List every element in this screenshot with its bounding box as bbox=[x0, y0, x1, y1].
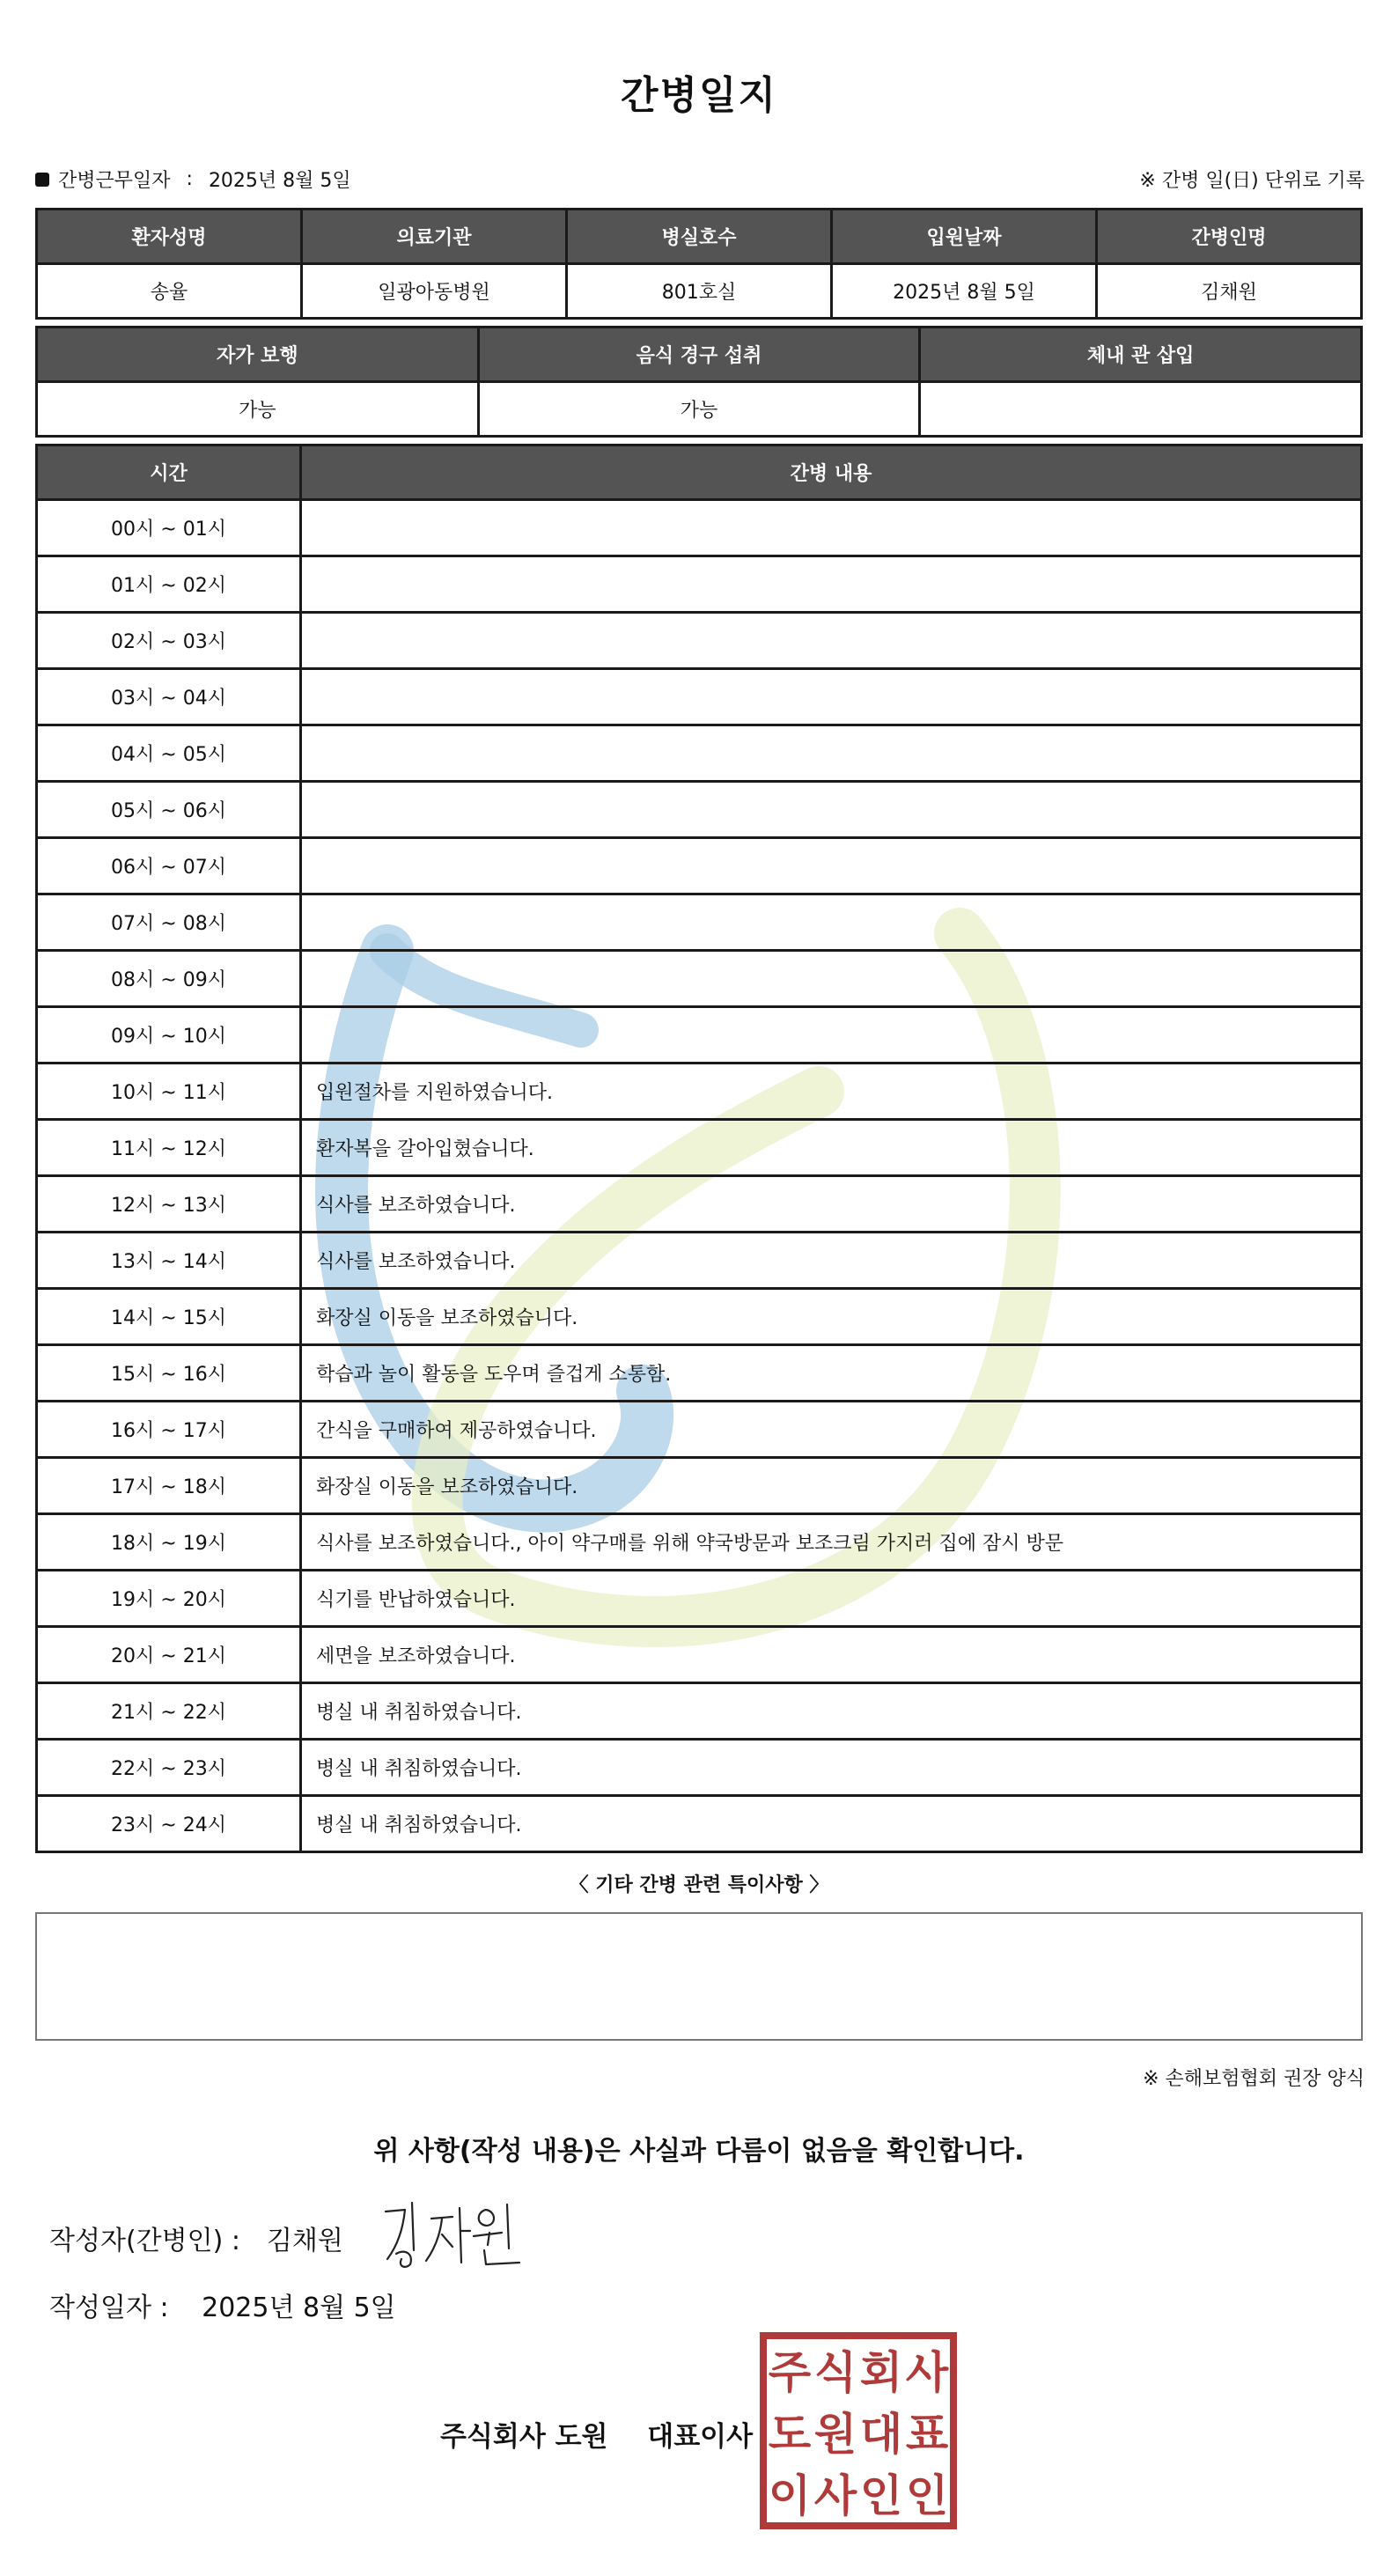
seal-character: 회 bbox=[859, 2347, 903, 2398]
writer-label: 작성자(간병인) : bbox=[49, 2226, 240, 2256]
table-row bbox=[37, 500, 1362, 556]
care-content bbox=[301, 894, 1362, 951]
header-care-content: 간병 내용 bbox=[301, 445, 1362, 500]
table-row bbox=[37, 1571, 1362, 1627]
table-row bbox=[37, 951, 1362, 1007]
patient-status-table bbox=[35, 326, 1363, 438]
table-row bbox=[37, 1120, 1362, 1176]
time-slot: 10시 ~ 11시 bbox=[37, 1064, 301, 1120]
care-content: 간식을 구매하여 제공하였습니다. bbox=[301, 1402, 1362, 1458]
care-content: 병실 내 취침하였습니다. bbox=[301, 1740, 1362, 1796]
time-slot: 05시 ~ 06시 bbox=[37, 782, 301, 838]
care-content bbox=[301, 500, 1362, 556]
seal-character: 표 bbox=[905, 2409, 949, 2460]
time-slot: 00시 ~ 01시 bbox=[37, 500, 301, 556]
table-row bbox=[37, 1514, 1362, 1571]
work-date-label: 간병근무일자 bbox=[58, 170, 171, 192]
room-number: 801호실 bbox=[567, 264, 832, 319]
care-content bbox=[301, 951, 1362, 1007]
care-content bbox=[301, 613, 1362, 669]
table-row bbox=[37, 894, 1362, 951]
table-row bbox=[37, 613, 1362, 669]
care-content: 병실 내 취침하였습니다. bbox=[301, 1796, 1362, 1852]
document-title: 간병일지 bbox=[620, 73, 777, 118]
care-content: 식사를 보조하였습니다. bbox=[301, 1176, 1362, 1233]
header-time: 시간 bbox=[37, 445, 301, 500]
seal-character: 대 bbox=[859, 2409, 903, 2460]
header-walking: 자가 보행 bbox=[37, 328, 479, 382]
care-content: 세면을 보조하였습니다. bbox=[301, 1627, 1362, 1683]
care-log-table bbox=[35, 444, 1363, 1853]
handwritten-signature bbox=[379, 2192, 537, 2271]
time-slot: 20시 ~ 21시 bbox=[37, 1627, 301, 1683]
care-content: 화장실 이동을 보조하였습니다. bbox=[301, 1289, 1362, 1345]
company-representative: 대표이사 bbox=[647, 2421, 754, 2453]
care-content: 식사를 보조하였습니다. bbox=[301, 1233, 1362, 1289]
seal-character: 원 bbox=[813, 2409, 857, 2460]
time-slot: 22시 ~ 23시 bbox=[37, 1740, 301, 1796]
table-row bbox=[37, 1289, 1362, 1345]
time-slot: 02시 ~ 03시 bbox=[37, 613, 301, 669]
table-row bbox=[37, 1740, 1362, 1796]
table-row bbox=[37, 1458, 1362, 1514]
work-date-value: 2025년 8월 5일 bbox=[208, 170, 351, 192]
seal-character: 식 bbox=[813, 2347, 857, 2398]
unit-note: ※ 간병 일(日) 단위로 기록 bbox=[1139, 170, 1365, 192]
company-seal-stamp bbox=[759, 2331, 958, 2530]
write-date-label: 작성일자 : bbox=[49, 2293, 169, 2323]
time-slot: 13시 ~ 14시 bbox=[37, 1233, 301, 1289]
remarks-box bbox=[35, 1912, 1363, 2041]
time-slot: 18시 ~ 19시 bbox=[37, 1514, 301, 1571]
care-content: 화장실 이동을 보조하였습니다. bbox=[301, 1458, 1362, 1514]
seal-character: 이 bbox=[768, 2470, 812, 2521]
table-row bbox=[37, 1233, 1362, 1289]
remarks-title: 〈 기타 간병 관련 특이사항 〉 bbox=[569, 1874, 829, 1896]
time-slot: 11시 ~ 12시 bbox=[37, 1120, 301, 1176]
time-slot: 03시 ~ 04시 bbox=[37, 669, 301, 725]
seal-character: 사 bbox=[813, 2470, 857, 2521]
table-row bbox=[37, 1345, 1362, 1402]
write-date-value: 2025년 8월 5일 bbox=[202, 2293, 396, 2323]
patient-name: 송율 bbox=[37, 264, 302, 319]
writer-name: 김채원 bbox=[266, 2226, 343, 2256]
seal-character: 인 bbox=[905, 2470, 949, 2521]
care-content bbox=[301, 782, 1362, 838]
time-slot: 07시 ~ 08시 bbox=[37, 894, 301, 951]
care-content bbox=[301, 556, 1362, 613]
time-slot: 06시 ~ 07시 bbox=[37, 838, 301, 894]
time-slot: 21시 ~ 22시 bbox=[37, 1683, 301, 1740]
time-slot: 04시 ~ 05시 bbox=[37, 725, 301, 782]
time-slot: 19시 ~ 20시 bbox=[37, 1571, 301, 1627]
table-row bbox=[37, 838, 1362, 894]
time-slot: 01시 ~ 02시 bbox=[37, 556, 301, 613]
work-date-row bbox=[35, 166, 351, 193]
table-row bbox=[37, 725, 1362, 782]
tube-insertion-status bbox=[920, 382, 1362, 437]
time-slot: 17시 ~ 18시 bbox=[37, 1458, 301, 1514]
hospital-name: 일광아동병원 bbox=[302, 264, 567, 319]
company-row bbox=[440, 2414, 753, 2454]
header-caregiver-name: 간병인명 bbox=[1097, 210, 1362, 264]
writer-row bbox=[49, 2219, 343, 2257]
table-row bbox=[37, 1627, 1362, 1683]
table-row bbox=[37, 1402, 1362, 1458]
seal-character: 사 bbox=[905, 2347, 949, 2398]
company-name: 주식회사 도원 bbox=[440, 2421, 608, 2453]
care-content: 식사를 보조하였습니다., 아이 약구매를 위해 약국방문과 보조크림 가지러 집에 잠시 방문 bbox=[301, 1514, 1362, 1571]
table-row bbox=[37, 1007, 1362, 1064]
admission-date: 2025년 8월 5일 bbox=[832, 264, 1097, 319]
patient-info-table bbox=[35, 208, 1363, 320]
table-row bbox=[37, 669, 1362, 725]
work-date-colon: : bbox=[186, 168, 193, 190]
header-admission-date: 입원날짜 bbox=[832, 210, 1097, 264]
caregiver-name: 김채원 bbox=[1097, 264, 1362, 319]
oral-intake-status: 가능 bbox=[478, 382, 920, 437]
care-content bbox=[301, 838, 1362, 894]
time-slot: 15시 ~ 16시 bbox=[37, 1345, 301, 1402]
table-row bbox=[37, 782, 1362, 838]
time-slot: 14시 ~ 15시 bbox=[37, 1289, 301, 1345]
care-content: 학습과 놀이 활동을 도우며 즐겁게 소통함. bbox=[301, 1345, 1362, 1402]
write-date-row bbox=[49, 2285, 396, 2324]
header-patient-name: 환자성명 bbox=[37, 210, 302, 264]
header-oral-intake: 음식 경구 섭취 bbox=[478, 328, 920, 382]
table-row bbox=[37, 1683, 1362, 1740]
confirmation-statement: 위 사항(작성 내용)은 사실과 다름이 없음을 확인합니다. bbox=[373, 2136, 1025, 2167]
header-tube-insertion: 체내 관 삽입 bbox=[920, 328, 1362, 382]
table-row bbox=[37, 556, 1362, 613]
seal-character: 도 bbox=[768, 2409, 812, 2460]
table-row bbox=[37, 1064, 1362, 1120]
association-note: ※ 손해보험협회 권장 양식 bbox=[1143, 2068, 1365, 2090]
table-row bbox=[37, 1176, 1362, 1233]
seal-character: 주 bbox=[768, 2347, 812, 2398]
care-content bbox=[301, 1007, 1362, 1064]
table-row bbox=[37, 1796, 1362, 1852]
care-content bbox=[301, 725, 1362, 782]
care-content bbox=[301, 669, 1362, 725]
time-slot: 09시 ~ 10시 bbox=[37, 1007, 301, 1064]
care-content: 환자복을 갈아입혔습니다. bbox=[301, 1120, 1362, 1176]
walking-status: 가능 bbox=[37, 382, 479, 437]
time-slot: 08시 ~ 09시 bbox=[37, 951, 301, 1007]
time-slot: 23시 ~ 24시 bbox=[37, 1796, 301, 1852]
seal-character: 인 bbox=[859, 2470, 903, 2521]
care-content: 식기를 반납하였습니다. bbox=[301, 1571, 1362, 1627]
time-slot: 16시 ~ 17시 bbox=[37, 1402, 301, 1458]
care-content: 입원절차를 지원하였습니다. bbox=[301, 1064, 1362, 1120]
square-bullet-icon bbox=[35, 173, 49, 187]
time-slot: 12시 ~ 13시 bbox=[37, 1176, 301, 1233]
header-room: 병실호수 bbox=[567, 210, 832, 264]
header-hospital: 의료기관 bbox=[302, 210, 567, 264]
care-content: 병실 내 취침하였습니다. bbox=[301, 1683, 1362, 1740]
